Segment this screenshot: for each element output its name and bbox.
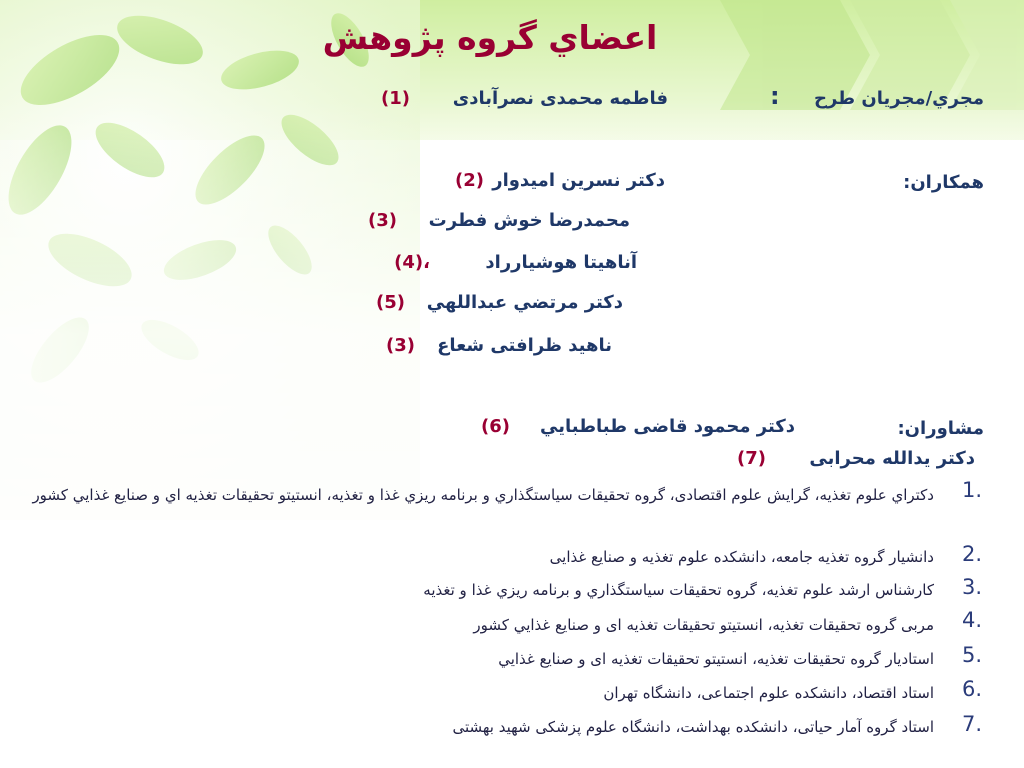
colleague-ref: (3) (368, 210, 397, 231)
executor-label: مجري/مجريان طرح (814, 88, 984, 109)
executor-name: فاطمه محمدی نصرآبادی (452, 88, 668, 109)
affiliation-text: مربی گروه تحقیقات تغذیه، انستیتو تحقیقات تغذیه ای و صنایع غذايي کشور (473, 616, 934, 634)
affiliation-number: 7. (962, 712, 983, 736)
affiliation-text: دانشیار گروه تغذیه جامعه، دانشکده علوم تغذیه و صنایع غذایی (549, 548, 934, 566)
colleague-ref: (5) (376, 292, 405, 313)
advisor-ref: (7) (737, 448, 766, 469)
executor-colon: : (770, 82, 780, 110)
affiliation-number: 3. (962, 575, 983, 599)
affiliation-text: کارشناس ارشد علوم تغذیه، گروه تحقیقات سیاستگذاري و برنامه ریزي غذا و تغذیه (423, 581, 934, 599)
affiliation-text: استاد اقتصاد، دانشکده علوم اجتماعی، دانشگاه تهران (603, 684, 934, 702)
colleague-name: دکتر نسرین امیدوار (492, 170, 665, 191)
colleague-name: دکتر مرتضي عبداللهي (426, 292, 623, 313)
affiliation-number: 6. (962, 677, 983, 701)
advisor-name: دکتر محمود قاضی طباطبايي (540, 416, 795, 437)
advisors-label: مشاوران: (897, 418, 984, 439)
advisor-ref: (6) (481, 416, 510, 437)
affiliation-number: 4. (962, 608, 983, 632)
affiliation-text: استاد گروه آمار حیاتی، دانشکده بهداشت، دانشگاه علوم پزشکی شهید بهشتی (452, 718, 934, 736)
affiliation-number: 5. (962, 643, 983, 667)
affiliation-text: دکتراي علوم تغذیه، گرایش علوم اقتصادی، گروه تحقیقات سیاستگذاري و برنامه ریزي غذا و تغذیه، انستیتو تحقیقات تغذیه اي و صنایع غذايي کشور (32, 486, 934, 504)
colleague-ref: (4)، (394, 252, 430, 273)
advisor-name: دکتر یدالله محرابی (809, 448, 975, 469)
colleague-ref: (3) (386, 335, 415, 356)
executor-ref: (1) (381, 88, 410, 109)
colleague-ref: (2) (455, 170, 484, 191)
page-title: اعضاي گروه پژوهش (322, 18, 658, 57)
colleague-name: محمدرضا خوش فطرت (428, 210, 630, 231)
colleague-name: ناهید ظرافتی شعاع (437, 335, 612, 356)
affiliation-number: 2. (962, 542, 983, 566)
affiliation-text: استادیار گروه تحقیقات تغذیه، انستیتو تحقیقات تغذیه ای و صنایع غذايي (498, 650, 934, 668)
colleague-name: آناهیتا هوشیارراد (485, 252, 637, 273)
colleagues-label: همکاران: (903, 172, 984, 193)
affiliation-number: 1. (962, 478, 983, 502)
